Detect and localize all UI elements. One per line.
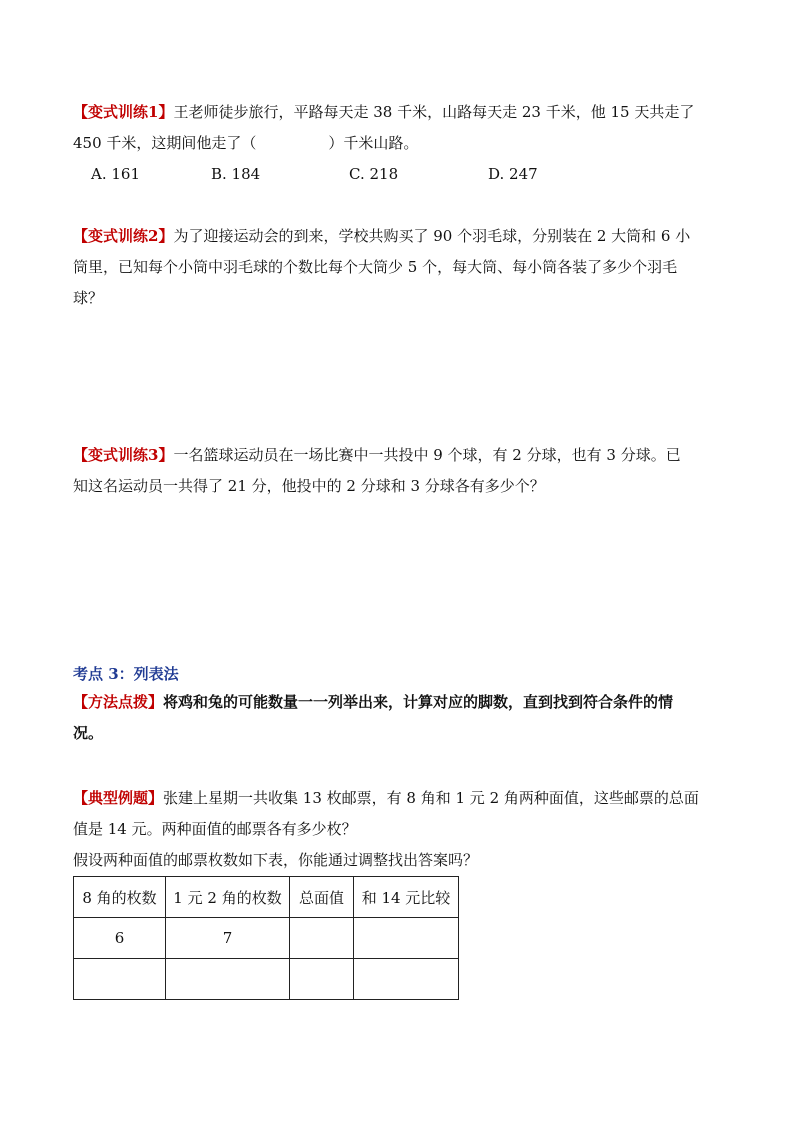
example-tag: 【典型例题】 (73, 789, 164, 807)
table-cell (166, 959, 290, 1000)
table-cell (290, 918, 354, 959)
stamp-table (73, 876, 459, 1000)
exercise-1-line-1: 【变式训练1】王老师徒步旅行，平路每天走 38 千米，山路每天走 23 千米，他 15 天共走了 (73, 103, 695, 121)
table-cell: 6 (74, 918, 166, 959)
table-cell (290, 959, 354, 1000)
table-cell (74, 959, 166, 1000)
method-tag: 【方法点拨】 (73, 693, 164, 711)
exercise-2: 【变式训练2】为了迎接运动会的到来，学校共购买了 90 个羽毛球，分别装在 2 大筒和 6 小 筒里，已知每个小筒中羽毛球的个数比每个大筒少 5 个，每大筒、每小筒各装了多少个羽毛 球？ (73, 227, 691, 307)
exercise-1 (73, 97, 723, 190)
typical-example: 【典型例题】张建上星期一共收集 13 枚邮票，有 8 角和 1 元 2 角两种面值，这些邮票的总面 值是 14 元。两种面值的邮票各有多少枚？ 假设两种面值的邮票枚数如下表，你能通过调整找出答案吗？ (73, 789, 699, 869)
section-3: 考点 3：列表法 【方法点拨】将鸡和兔的可能数量一一列举出来，计算对应的脚数，直到找到符合条件的情 况。 (73, 661, 723, 749)
table-row (74, 918, 459, 959)
table-cell (354, 959, 459, 1000)
table-cell: 7 (166, 918, 290, 959)
table-header: 和 14 元比较 (354, 877, 459, 918)
exercise-1-line-2: 450 千米，这期间他走了（ ）千米山路。 (73, 134, 419, 152)
option-d: D. 247 (488, 165, 538, 183)
section-heading: 考点 3：列表法 (73, 665, 179, 683)
table-cell (354, 918, 459, 959)
table-header: 1 元 2 角的枚数 (166, 877, 290, 918)
table-header: 总面值 (290, 877, 354, 918)
table-header-row (74, 877, 459, 918)
option-a: A. 161 (91, 165, 140, 183)
exercise-3: 【变式训练3】一名篮球运动员在一场比赛中一共投中 9 个球，有 2 分球，也有 3 分球。已 知这名运动员一共得了 21 分，他投中的 2 分球和 3 分球各有多少个？ (73, 446, 681, 495)
option-c: C. 218 (349, 165, 399, 183)
exercise-3-tag: 【变式训练3】 (73, 446, 174, 464)
table-row (74, 959, 459, 1000)
option-b: B. 184 (211, 165, 261, 183)
exercise-1-options (73, 159, 723, 190)
table-header: 8 角的枚数 (74, 877, 166, 918)
exercise-2-tag: 【变式训练2】 (73, 227, 174, 245)
exercise-1-tag: 【变式训练1】 (73, 103, 174, 121)
